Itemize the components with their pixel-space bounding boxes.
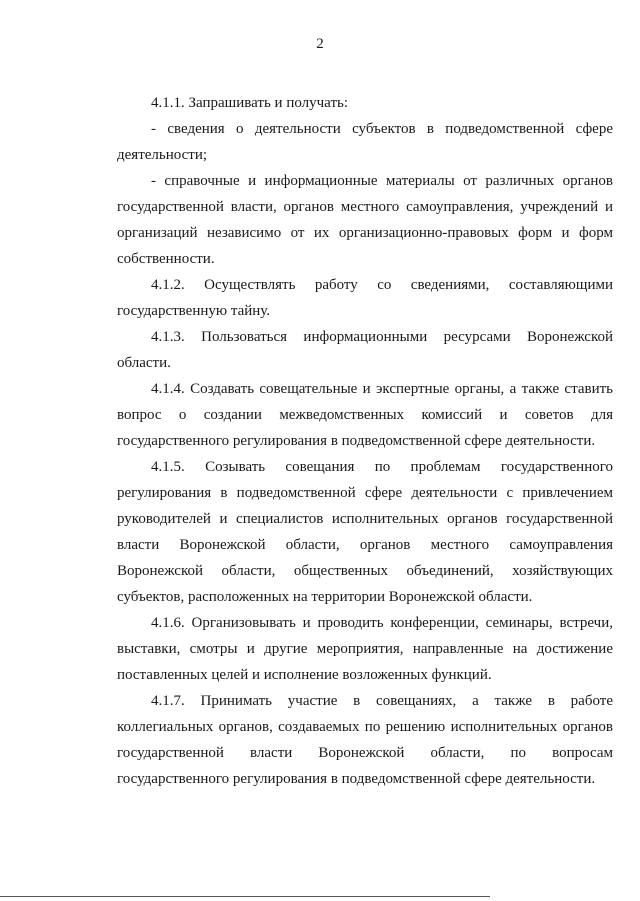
paragraph-4-1-3: 4.1.3. Пользоваться информационными ресурсами Воронежской области. xyxy=(117,329,613,371)
page-number: 2 xyxy=(316,36,324,52)
paragraph-4-1-6: 4.1.6. Организовывать и проводить конференции, семинары, встречи, выставки, смотры и другие мероприятия, направленные на достижение поставленных целей и исполнение возложенных функций. xyxy=(117,615,613,683)
bottom-divider xyxy=(0,896,490,897)
paragraph-4-1-7: 4.1.7. Принимать участие в совещаниях, а также в работе коллегиальных органов, создаваемых по решению исполнительных органов государственной власти Воронежской области, по вопросам государственного регулирования в подведомственной сфере деятельности. xyxy=(117,693,613,787)
list-item-reference-materials: - справочные и информационные материалы от различных органов государственной власти, органов местного самоуправления, учреждений и организаций независимо от их организационно-правовых форм и форм собственности. xyxy=(117,173,613,267)
paragraph-4-1-5: 4.1.5. Созывать совещания по проблемам государственного регулирования в подведомственной сфере деятельности с привлечением руководителей и специалистов исполнительных органов государственной власти Воронежской области, органов местного самоуправления Воронежской области, общественных объединений, хозяйствующих субъектов, расположенных на территории Воронежской области. xyxy=(117,459,613,605)
paragraph-4-1-1: 4.1.1. Запрашивать и получать: xyxy=(151,95,349,111)
document-body xyxy=(117,90,613,792)
paragraph-4-1-2: 4.1.2. Осуществлять работу со сведениями, составляющими государственную тайну. xyxy=(117,277,613,319)
list-item-subject-info: - сведения о деятельности субъектов в подведомственной сфере деятельности; xyxy=(117,121,613,163)
paragraph-4-1-4: 4.1.4. Создавать совещательные и экспертные органы, а также ставить вопрос о создании межведомственных комиссий и советов для государственного регулирования в подведомственной сфере деятельности. xyxy=(117,381,613,449)
